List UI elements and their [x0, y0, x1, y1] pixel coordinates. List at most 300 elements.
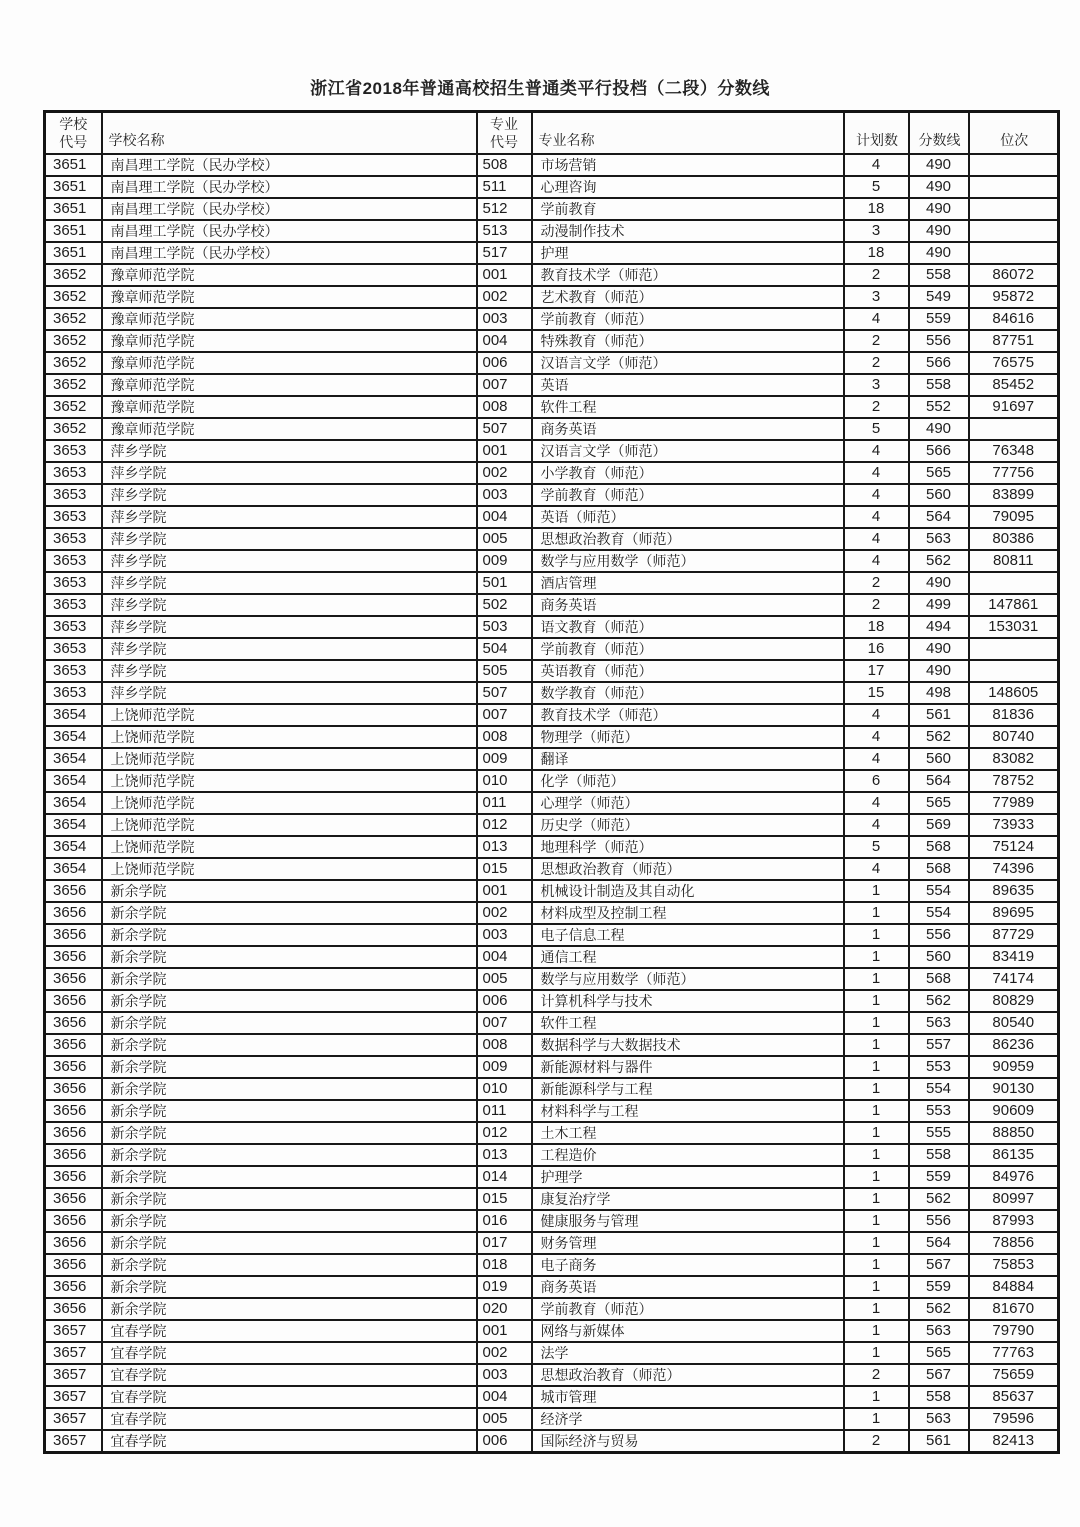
- cell-school-code: 3653: [45, 660, 102, 682]
- cell-major-code: 002: [477, 462, 532, 484]
- header-label: 学校名称: [108, 132, 165, 148]
- cell-major-name: 计算机科学与技术: [532, 990, 844, 1012]
- cell-plan-count: 2: [844, 594, 909, 616]
- cell-plan-count: 6: [844, 770, 909, 792]
- cell-school-code: 3654: [45, 726, 102, 748]
- table-row: [45, 792, 1059, 814]
- table-row: [45, 572, 1059, 594]
- cell-rank: 79790: [969, 1320, 1059, 1342]
- cell-major-name: 国际经济与贸易: [532, 1430, 844, 1453]
- cell-score-line: 490: [909, 638, 969, 660]
- cell-score-line: 566: [909, 352, 969, 374]
- cell-rank: 88850: [969, 1122, 1059, 1144]
- cell-score-line: 562: [909, 990, 969, 1012]
- cell-school-code: 3656: [45, 880, 102, 902]
- cell-school-name: 新余学院: [102, 1078, 477, 1100]
- cell-major-name: 康复治疗学: [532, 1188, 844, 1210]
- cell-plan-count: 1: [844, 1144, 909, 1166]
- cell-rank: 89695: [969, 902, 1059, 924]
- cell-school-name: 豫章师范学院: [102, 308, 477, 330]
- cell-score-line: 553: [909, 1100, 969, 1122]
- cell-school-code: 3653: [45, 594, 102, 616]
- cell-rank: 87993: [969, 1210, 1059, 1232]
- cell-major-name: 心理学（师范）: [532, 792, 844, 814]
- cell-school-name: 萍乡学院: [102, 484, 477, 506]
- table-row: [45, 154, 1059, 176]
- cell-rank: [969, 242, 1059, 264]
- cell-major-code: 002: [477, 286, 532, 308]
- table-row: [45, 726, 1059, 748]
- column-header-plan-count: [844, 112, 909, 155]
- header-label: 位次: [1000, 132, 1029, 148]
- cell-rank: [969, 176, 1059, 198]
- table-row: [45, 1254, 1059, 1276]
- cell-major-name: 数据科学与大数据技术: [532, 1034, 844, 1056]
- cell-rank: [969, 660, 1059, 682]
- cell-school-code: 3651: [45, 220, 102, 242]
- cell-major-code: 009: [477, 748, 532, 770]
- cell-major-name: 新能源科学与工程: [532, 1078, 844, 1100]
- cell-rank: 77756: [969, 462, 1059, 484]
- cell-school-name: 萍乡学院: [102, 660, 477, 682]
- cell-score-line: 566: [909, 440, 969, 462]
- cell-plan-count: 4: [844, 308, 909, 330]
- cell-school-code: 3657: [45, 1408, 102, 1430]
- cell-score-line: 490: [909, 154, 969, 176]
- cell-major-name: 语文教育（师范）: [532, 616, 844, 638]
- cell-major-name: 工程造价: [532, 1144, 844, 1166]
- table-row: [45, 1386, 1059, 1408]
- cell-major-name: 数学教育（师范）: [532, 682, 844, 704]
- cell-score-line: 490: [909, 660, 969, 682]
- cell-school-code: 3654: [45, 792, 102, 814]
- header-row: [45, 112, 1059, 155]
- cell-school-name: 上饶师范学院: [102, 814, 477, 836]
- cell-major-code: 004: [477, 1386, 532, 1408]
- table-row: [45, 638, 1059, 660]
- cell-major-code: 011: [477, 1100, 532, 1122]
- table-row: [45, 1078, 1059, 1100]
- cell-major-name: 软件工程: [532, 1012, 844, 1034]
- cell-plan-count: 3: [844, 374, 909, 396]
- cell-major-code: 013: [477, 836, 532, 858]
- cell-plan-count: 4: [844, 506, 909, 528]
- cell-major-code: 503: [477, 616, 532, 638]
- cell-school-name: 宜春学院: [102, 1386, 477, 1408]
- column-header-major-code: [477, 112, 532, 155]
- cell-plan-count: 5: [844, 836, 909, 858]
- cell-major-code: 009: [477, 1056, 532, 1078]
- cell-rank: 76348: [969, 440, 1059, 462]
- cell-major-code: 003: [477, 924, 532, 946]
- cell-plan-count: 5: [844, 176, 909, 198]
- table-row: [45, 704, 1059, 726]
- cell-major-name: 历史学（师范）: [532, 814, 844, 836]
- cell-school-name: 上饶师范学院: [102, 770, 477, 792]
- cell-score-line: 560: [909, 748, 969, 770]
- cell-rank: [969, 220, 1059, 242]
- cell-plan-count: 1: [844, 1100, 909, 1122]
- cell-score-line: 490: [909, 418, 969, 440]
- cell-school-name: 豫章师范学院: [102, 396, 477, 418]
- cell-score-line: 563: [909, 1408, 969, 1430]
- cell-school-name: 新余学院: [102, 1166, 477, 1188]
- cell-rank: 84976: [969, 1166, 1059, 1188]
- cell-school-name: 上饶师范学院: [102, 836, 477, 858]
- cell-major-name: 动漫制作技术: [532, 220, 844, 242]
- column-header-major-name: [532, 112, 844, 155]
- cell-major-code: 505: [477, 660, 532, 682]
- cell-score-line: 565: [909, 1342, 969, 1364]
- cell-score-line: 567: [909, 1254, 969, 1276]
- cell-rank: 83419: [969, 946, 1059, 968]
- table-row: [45, 616, 1059, 638]
- cell-major-name: 商务英语: [532, 418, 844, 440]
- cell-school-name: 萍乡学院: [102, 572, 477, 594]
- cell-school-code: 3656: [45, 1188, 102, 1210]
- cell-school-name: 新余学院: [102, 1122, 477, 1144]
- cell-major-code: 517: [477, 242, 532, 264]
- table-row: [45, 1232, 1059, 1254]
- table-row: [45, 1056, 1059, 1078]
- cell-major-name: 财务管理: [532, 1232, 844, 1254]
- cell-score-line: 562: [909, 726, 969, 748]
- cell-rank: 78856: [969, 1232, 1059, 1254]
- cell-school-name: 新余学院: [102, 1144, 477, 1166]
- cell-plan-count: 4: [844, 154, 909, 176]
- table-row: [45, 660, 1059, 682]
- cell-school-code: 3657: [45, 1364, 102, 1386]
- cell-school-code: 3652: [45, 286, 102, 308]
- cell-school-name: 新余学院: [102, 968, 477, 990]
- cell-rank: 85452: [969, 374, 1059, 396]
- cell-rank: 84616: [969, 308, 1059, 330]
- cell-major-name: 通信工程: [532, 946, 844, 968]
- header-label: 专业: [490, 116, 518, 132]
- cell-school-name: 新余学院: [102, 1232, 477, 1254]
- cell-major-code: 003: [477, 1364, 532, 1386]
- cell-major-name: 特殊教育（师范）: [532, 330, 844, 352]
- table-row: [45, 968, 1059, 990]
- cell-rank: [969, 418, 1059, 440]
- cell-plan-count: 18: [844, 242, 909, 264]
- cell-school-name: 上饶师范学院: [102, 792, 477, 814]
- cell-school-name: 南昌理工学院（民办学校）: [102, 198, 477, 220]
- cell-major-code: 001: [477, 880, 532, 902]
- table-row: [45, 1144, 1059, 1166]
- cell-major-name: 英语: [532, 374, 844, 396]
- cell-rank: 81836: [969, 704, 1059, 726]
- cell-score-line: 558: [909, 374, 969, 396]
- cell-school-code: 3656: [45, 1078, 102, 1100]
- cell-school-code: 3656: [45, 1298, 102, 1320]
- cell-rank: 95872: [969, 286, 1059, 308]
- cell-school-code: 3656: [45, 1012, 102, 1034]
- cell-rank: 77989: [969, 792, 1059, 814]
- table-row: [45, 1034, 1059, 1056]
- cell-plan-count: 1: [844, 1232, 909, 1254]
- cell-score-line: 569: [909, 814, 969, 836]
- cell-school-name: 宜春学院: [102, 1364, 477, 1386]
- header-label: 学校: [59, 116, 88, 132]
- cell-major-code: 007: [477, 704, 532, 726]
- cell-score-line: 552: [909, 396, 969, 418]
- cell-school-code: 3651: [45, 242, 102, 264]
- cell-score-line: 556: [909, 924, 969, 946]
- cell-rank: 80997: [969, 1188, 1059, 1210]
- table-row: [45, 286, 1059, 308]
- cell-major-code: 015: [477, 1188, 532, 1210]
- cell-major-name: 思想政治教育（师范）: [532, 1364, 844, 1386]
- cell-school-name: 萍乡学院: [102, 638, 477, 660]
- cell-major-name: 护理学: [532, 1166, 844, 1188]
- cell-school-code: 3656: [45, 1166, 102, 1188]
- table-row: [45, 1100, 1059, 1122]
- column-header-school-code: [45, 112, 102, 155]
- cell-major-code: 018: [477, 1254, 532, 1276]
- cell-major-name: 机械设计制造及其自动化: [532, 880, 844, 902]
- cell-school-code: 3653: [45, 528, 102, 550]
- cell-school-code: 3656: [45, 946, 102, 968]
- cell-major-name: 汉语言文学（师范）: [532, 352, 844, 374]
- cell-school-code: 3657: [45, 1386, 102, 1408]
- cell-school-name: 新余学院: [102, 924, 477, 946]
- header-label: 专业名称: [538, 132, 595, 148]
- cell-score-line: 554: [909, 902, 969, 924]
- cell-score-line: 557: [909, 1034, 969, 1056]
- cell-rank: 76575: [969, 352, 1059, 374]
- cell-school-name: 南昌理工学院（民办学校）: [102, 176, 477, 198]
- cell-school-code: 3653: [45, 462, 102, 484]
- table-row: [45, 462, 1059, 484]
- cell-score-line: 564: [909, 1232, 969, 1254]
- cell-school-name: 南昌理工学院（民办学校）: [102, 220, 477, 242]
- cell-score-line: 490: [909, 198, 969, 220]
- cell-plan-count: 4: [844, 726, 909, 748]
- cell-score-line: 561: [909, 704, 969, 726]
- cell-school-name: 宜春学院: [102, 1342, 477, 1364]
- cell-major-name: 学前教育: [532, 198, 844, 220]
- cell-school-name: 新余学院: [102, 990, 477, 1012]
- cell-school-code: 3656: [45, 1100, 102, 1122]
- cell-rank: 77763: [969, 1342, 1059, 1364]
- cell-school-name: 豫章师范学院: [102, 418, 477, 440]
- cell-school-name: 上饶师范学院: [102, 704, 477, 726]
- table-row: [45, 1166, 1059, 1188]
- cell-major-code: 511: [477, 176, 532, 198]
- table-row: [45, 1430, 1059, 1453]
- cell-major-code: 007: [477, 1012, 532, 1034]
- cell-plan-count: 1: [844, 990, 909, 1012]
- cell-major-code: 009: [477, 550, 532, 572]
- cell-major-code: 501: [477, 572, 532, 594]
- cell-school-name: 萍乡学院: [102, 528, 477, 550]
- cell-major-code: 014: [477, 1166, 532, 1188]
- cell-major-name: 新能源材料与器件: [532, 1056, 844, 1078]
- cell-plan-count: 2: [844, 396, 909, 418]
- cell-plan-count: 1: [844, 946, 909, 968]
- cell-rank: 78752: [969, 770, 1059, 792]
- cell-major-code: 507: [477, 682, 532, 704]
- cell-score-line: 498: [909, 682, 969, 704]
- cell-rank: 90609: [969, 1100, 1059, 1122]
- cell-major-name: 材料科学与工程: [532, 1100, 844, 1122]
- cell-plan-count: 1: [844, 1408, 909, 1430]
- cell-major-code: 512: [477, 198, 532, 220]
- cell-major-name: 物理学（师范）: [532, 726, 844, 748]
- cell-major-code: 005: [477, 1408, 532, 1430]
- cell-score-line: 558: [909, 1144, 969, 1166]
- cell-major-code: 006: [477, 352, 532, 374]
- table-row: [45, 484, 1059, 506]
- table-row: [45, 902, 1059, 924]
- cell-school-code: 3652: [45, 396, 102, 418]
- cell-score-line: 565: [909, 792, 969, 814]
- cell-school-code: 3652: [45, 308, 102, 330]
- cell-rank: 87751: [969, 330, 1059, 352]
- cell-major-code: 011: [477, 792, 532, 814]
- cell-plan-count: 1: [844, 1166, 909, 1188]
- cell-plan-count: 4: [844, 440, 909, 462]
- cell-score-line: 556: [909, 330, 969, 352]
- cell-score-line: 560: [909, 946, 969, 968]
- cell-rank: 74396: [969, 858, 1059, 880]
- cell-plan-count: 2: [844, 1430, 909, 1453]
- cell-rank: 85637: [969, 1386, 1059, 1408]
- cell-score-line: 563: [909, 1012, 969, 1034]
- cell-school-name: 新余学院: [102, 1056, 477, 1078]
- cell-score-line: 558: [909, 264, 969, 286]
- table-row: [45, 1012, 1059, 1034]
- header-label: 计划数: [856, 132, 898, 148]
- cell-major-name: 学前教育（师范）: [532, 1298, 844, 1320]
- cell-plan-count: 1: [844, 1034, 909, 1056]
- cell-school-code: 3656: [45, 1210, 102, 1232]
- cell-school-name: 新余学院: [102, 1276, 477, 1298]
- cell-plan-count: 2: [844, 572, 909, 594]
- cell-school-name: 萍乡学院: [102, 616, 477, 638]
- cell-major-name: 思想政治教育（师范）: [532, 858, 844, 880]
- cell-major-code: 012: [477, 814, 532, 836]
- table-row: [45, 748, 1059, 770]
- cell-major-name: 土木工程: [532, 1122, 844, 1144]
- cell-plan-count: 1: [844, 1254, 909, 1276]
- cell-score-line: 559: [909, 1166, 969, 1188]
- cell-major-name: 化学（师范）: [532, 770, 844, 792]
- cell-school-code: 3651: [45, 154, 102, 176]
- cell-score-line: 568: [909, 858, 969, 880]
- cell-major-code: 012: [477, 1122, 532, 1144]
- cell-rank: 79596: [969, 1408, 1059, 1430]
- score-table: [43, 110, 1060, 1454]
- cell-school-code: 3653: [45, 484, 102, 506]
- cell-school-code: 3653: [45, 506, 102, 528]
- cell-school-code: 3656: [45, 1056, 102, 1078]
- cell-major-code: 020: [477, 1298, 532, 1320]
- cell-school-name: 新余学院: [102, 1210, 477, 1232]
- cell-plan-count: 3: [844, 220, 909, 242]
- cell-major-name: 心理咨询: [532, 176, 844, 198]
- cell-rank: 75853: [969, 1254, 1059, 1276]
- cell-score-line: 556: [909, 1210, 969, 1232]
- cell-major-code: 017: [477, 1232, 532, 1254]
- table-row: [45, 1342, 1059, 1364]
- cell-school-code: 3652: [45, 264, 102, 286]
- cell-major-name: 英语（师范）: [532, 506, 844, 528]
- table-row: [45, 528, 1059, 550]
- cell-rank: 89635: [969, 880, 1059, 902]
- cell-major-name: 教育技术学（师范）: [532, 264, 844, 286]
- cell-plan-count: 2: [844, 1364, 909, 1386]
- table-row: [45, 946, 1059, 968]
- table-row: [45, 1364, 1059, 1386]
- cell-major-code: 508: [477, 154, 532, 176]
- cell-major-code: 007: [477, 374, 532, 396]
- cell-major-name: 艺术教育（师范）: [532, 286, 844, 308]
- cell-plan-count: 4: [844, 748, 909, 770]
- cell-school-code: 3656: [45, 902, 102, 924]
- cell-rank: 74174: [969, 968, 1059, 990]
- cell-major-code: 513: [477, 220, 532, 242]
- cell-major-name: 护理: [532, 242, 844, 264]
- cell-plan-count: 4: [844, 814, 909, 836]
- cell-school-name: 萍乡学院: [102, 682, 477, 704]
- cell-major-name: 汉语言文学（师范）: [532, 440, 844, 462]
- cell-major-name: 材料成型及控制工程: [532, 902, 844, 924]
- cell-major-name: 数学与应用数学（师范）: [532, 968, 844, 990]
- cell-school-name: 豫章师范学院: [102, 374, 477, 396]
- cell-rank: 86072: [969, 264, 1059, 286]
- cell-plan-count: 1: [844, 1056, 909, 1078]
- cell-major-code: 006: [477, 1430, 532, 1453]
- cell-school-code: 3653: [45, 616, 102, 638]
- table-row: [45, 682, 1059, 704]
- cell-school-code: 3652: [45, 352, 102, 374]
- cell-school-code: 3657: [45, 1430, 102, 1453]
- cell-major-name: 健康服务与管理: [532, 1210, 844, 1232]
- table-row: [45, 440, 1059, 462]
- cell-major-name: 软件工程: [532, 396, 844, 418]
- cell-plan-count: 1: [844, 1078, 909, 1100]
- cell-major-code: 003: [477, 308, 532, 330]
- header-label: 代号: [490, 134, 518, 150]
- cell-rank: 83082: [969, 748, 1059, 770]
- cell-school-code: 3651: [45, 176, 102, 198]
- cell-major-code: 019: [477, 1276, 532, 1298]
- cell-plan-count: 17: [844, 660, 909, 682]
- cell-rank: 86135: [969, 1144, 1059, 1166]
- cell-school-name: 上饶师范学院: [102, 726, 477, 748]
- cell-school-code: 3656: [45, 1254, 102, 1276]
- cell-rank: 90130: [969, 1078, 1059, 1100]
- cell-school-name: 新余学院: [102, 1012, 477, 1034]
- cell-score-line: 561: [909, 1430, 969, 1453]
- cell-plan-count: 4: [844, 792, 909, 814]
- cell-rank: 87729: [969, 924, 1059, 946]
- cell-major-name: 教育技术学（师范）: [532, 704, 844, 726]
- table-row: [45, 770, 1059, 792]
- cell-plan-count: 1: [844, 1188, 909, 1210]
- cell-rank: [969, 572, 1059, 594]
- cell-major-code: 002: [477, 1342, 532, 1364]
- cell-school-code: 3653: [45, 682, 102, 704]
- table-row: [45, 858, 1059, 880]
- cell-rank: 73933: [969, 814, 1059, 836]
- cell-plan-count: 2: [844, 264, 909, 286]
- cell-rank: 82413: [969, 1430, 1059, 1453]
- cell-school-code: 3654: [45, 770, 102, 792]
- cell-plan-count: 1: [844, 1276, 909, 1298]
